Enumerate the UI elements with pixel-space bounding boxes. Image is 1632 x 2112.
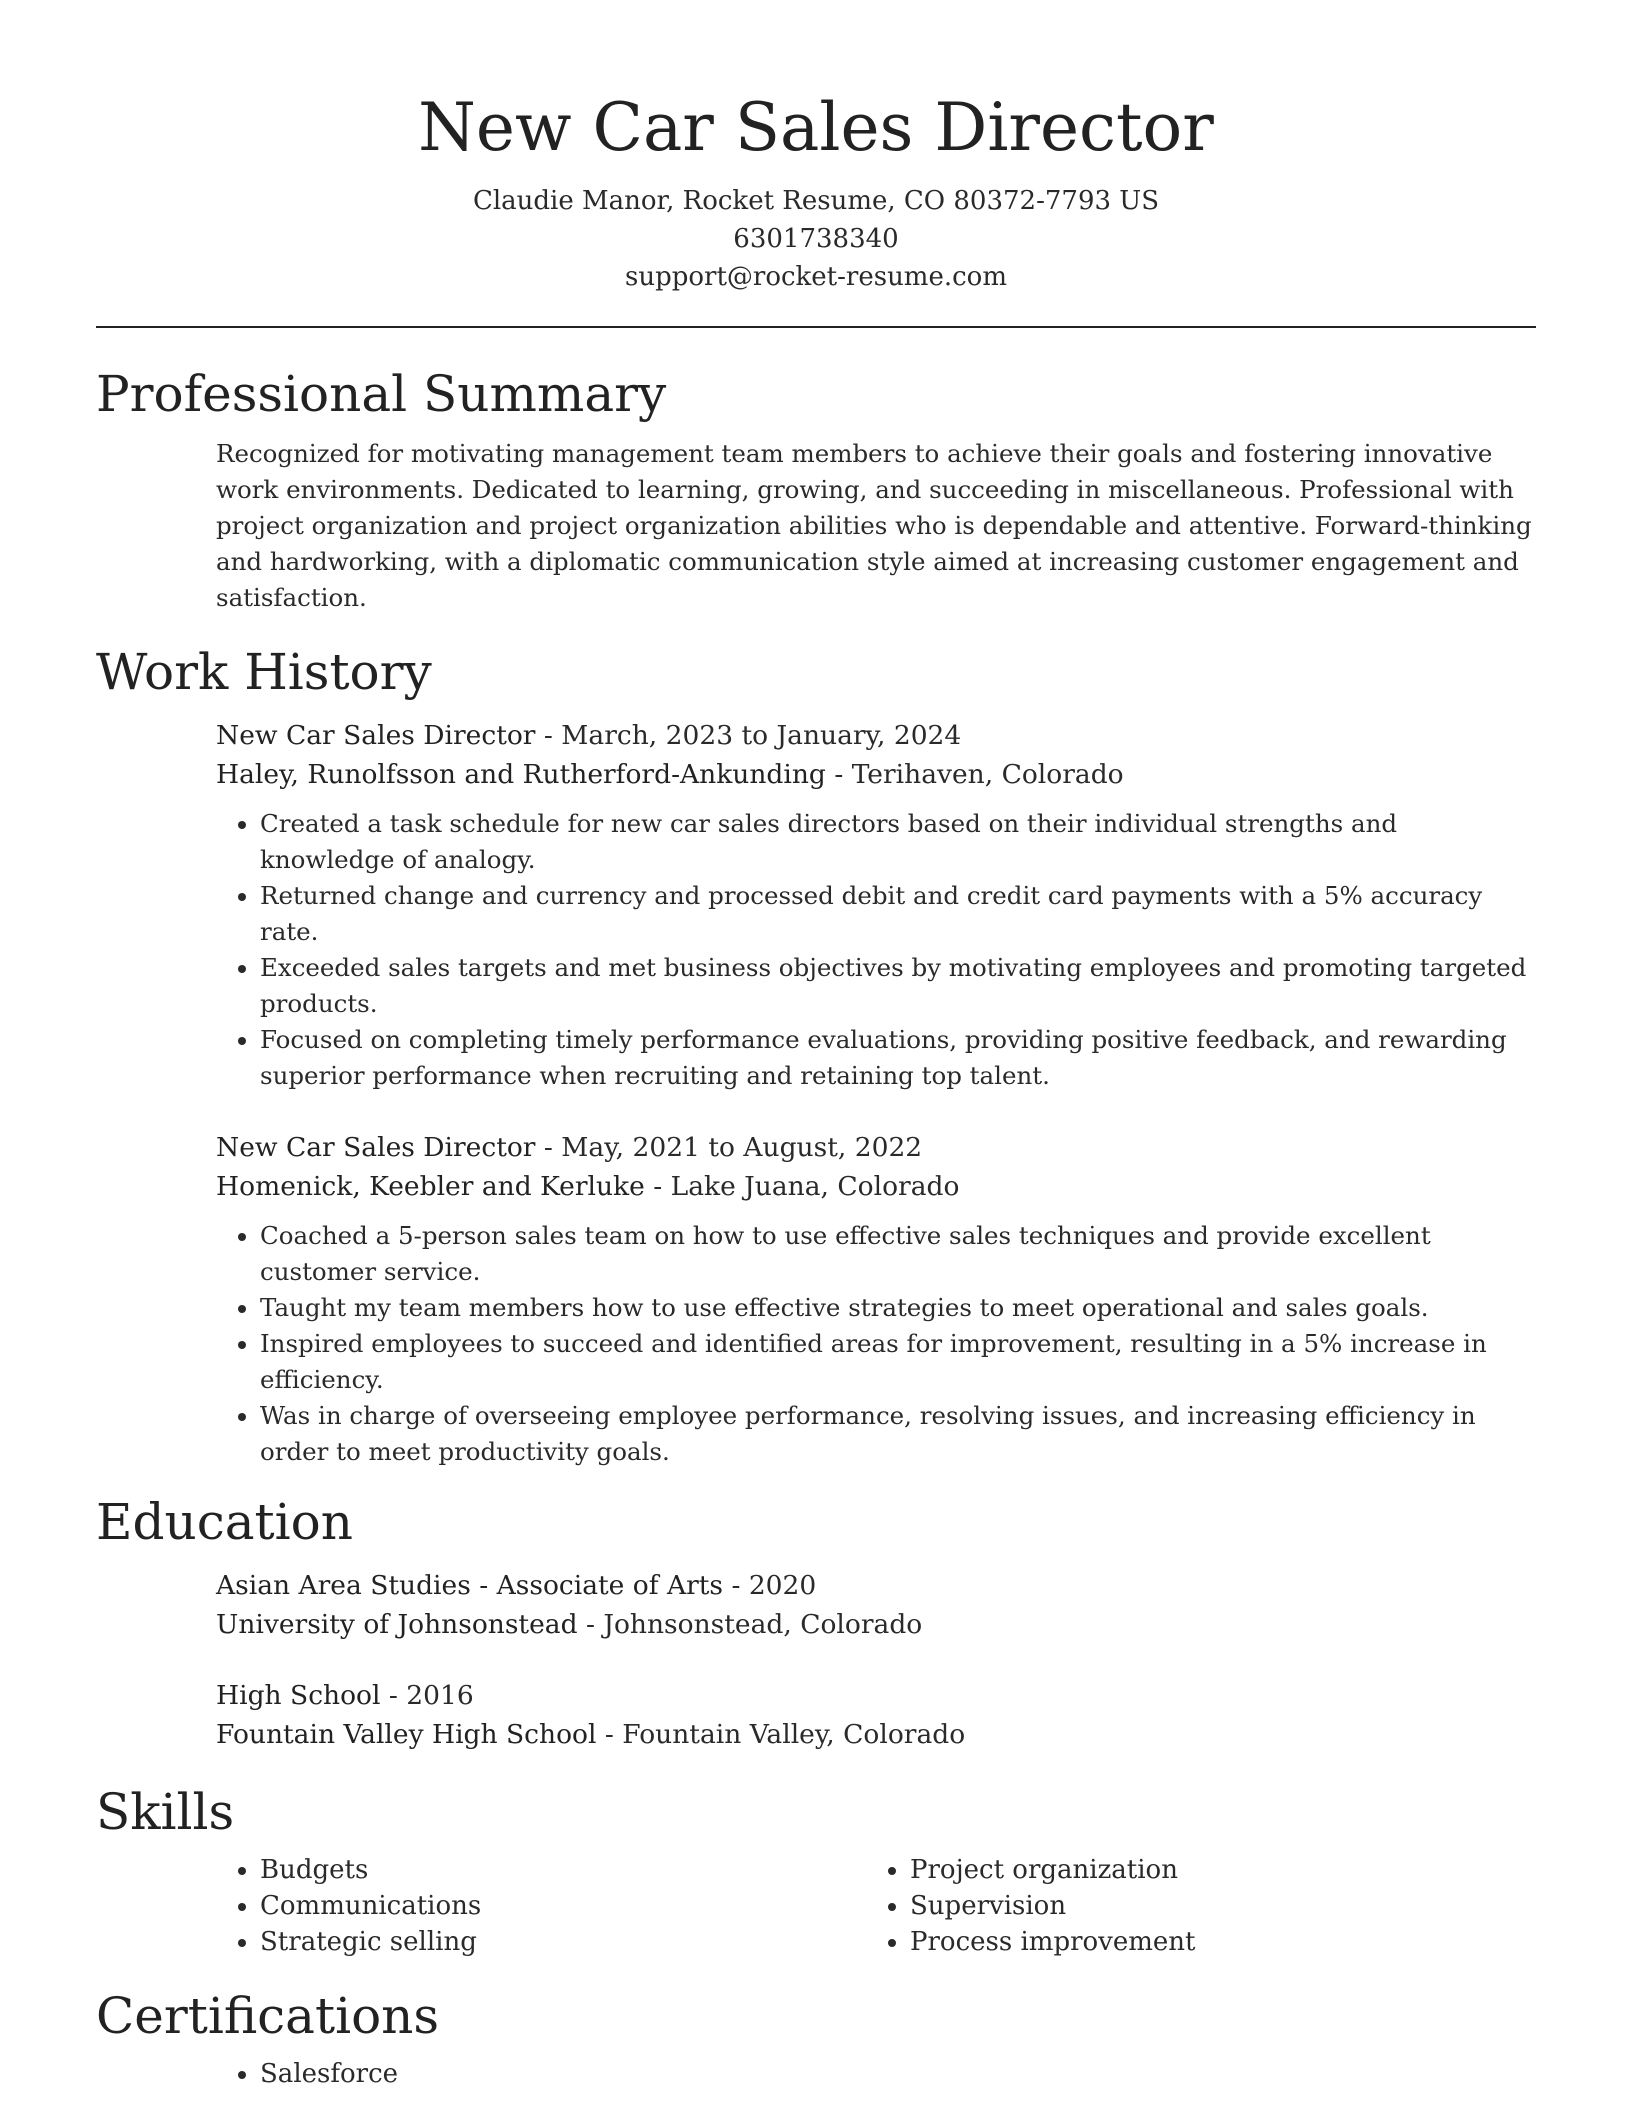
section-title-skills: Skills bbox=[96, 1783, 235, 1841]
skill-item: • Project organization bbox=[910, 1852, 1516, 1888]
education-school: Fountain Valley High School bbox=[216, 1719, 597, 1750]
job-role: New Car Sales Director bbox=[216, 1132, 536, 1163]
section-title-certifications: Certifications bbox=[96, 1987, 440, 2045]
job-bullet: • Coached a 5-person sales team on how to use effective sales techniques and provide excellent customer service. bbox=[260, 1218, 1536, 1290]
section-title-education: Education bbox=[96, 1493, 353, 1551]
skill-item: • Supervision bbox=[910, 1888, 1516, 1924]
contact-email: support@rocket-resume.com bbox=[624, 262, 1007, 292]
job-role: New Car Sales Director bbox=[216, 720, 536, 751]
skills-list bbox=[866, 1852, 1516, 1960]
section-skills bbox=[96, 1782, 1536, 1960]
skill-item: • Strategic selling bbox=[260, 1924, 866, 1960]
job-entry bbox=[216, 1128, 1536, 1470]
section-certifications bbox=[96, 1986, 1536, 2092]
education-year: - 2020 bbox=[723, 1570, 817, 1601]
skill-item: • Communications bbox=[260, 1888, 866, 1924]
contact-phone: 6301738340 bbox=[733, 224, 899, 254]
contact-block bbox=[96, 182, 1536, 296]
education-degree-line bbox=[216, 1676, 1536, 1715]
skill-item: • Process improvement bbox=[910, 1924, 1516, 1960]
job-company: Homenick, Keebler and Kerluke bbox=[216, 1171, 645, 1202]
contact-address: Claudie Manor, Rocket Resume, CO 80372-7793 US bbox=[472, 186, 1160, 216]
job-entry bbox=[216, 716, 1536, 1094]
education-school: University of Johnsonstead bbox=[216, 1609, 578, 1640]
section-title-work: Work History bbox=[96, 643, 432, 701]
section-title-summary: Professional Summary bbox=[96, 365, 667, 423]
certifications-list bbox=[216, 2056, 1536, 2092]
education-school-line bbox=[216, 1605, 1536, 1644]
job-bullet: • Created a task schedule for new car sales directors based on their individual strengths and knowledge of analogy. bbox=[260, 806, 1536, 878]
resume-header bbox=[96, 0, 1536, 296]
education-entry bbox=[216, 1566, 1536, 1644]
job-title-line bbox=[216, 1128, 1536, 1167]
summary-text: Recognized for motivating management team members to achieve their goals and fostering innovative work environments. Dedicated to learning, growing, and succeeding in miscellaneous. Professional with project organization and project organization abilities who is dependable and attentive. Forward-thinking and hardworking, with a diplomatic communication style aimed at increasing customer engagement and satisfaction. bbox=[216, 439, 1532, 612]
job-dates: - May, 2021 to August, 2022 bbox=[535, 1132, 923, 1163]
section-work-history bbox=[96, 642, 1536, 1470]
job-title-line bbox=[216, 716, 1536, 755]
education-degree-line bbox=[216, 1566, 1536, 1605]
education-degree: High School bbox=[216, 1680, 381, 1711]
job-bullet: • Returned change and currency and processed debit and credit card payments with a 5% accuracy rate. bbox=[260, 878, 1536, 950]
certification-item: • Salesforce bbox=[260, 2056, 1536, 2092]
job-location: - Terihaven, Colorado bbox=[825, 759, 1124, 790]
education-year: - 2016 bbox=[380, 1680, 474, 1711]
candidate-name: New Car Sales Director bbox=[418, 89, 1214, 166]
skills-column-right bbox=[866, 1852, 1516, 1960]
job-company-line bbox=[216, 1167, 1536, 1206]
section-professional-summary bbox=[96, 364, 1536, 616]
education-location: - Johnsonstead, Colorado bbox=[577, 1609, 923, 1640]
skills-list bbox=[216, 1852, 866, 1960]
job-bullet: • Focused on completing timely performance evaluations, providing positive feedback, and rewarding superior performance when recruiting and retaining top talent. bbox=[260, 1022, 1536, 1094]
skill-item: • Budgets bbox=[260, 1852, 866, 1888]
job-bullets bbox=[216, 806, 1536, 1094]
job-bullet: • Exceeded sales targets and met business objectives by motivating employees and promoting targeted products. bbox=[260, 950, 1536, 1022]
job-location: - Lake Juana, Colorado bbox=[644, 1171, 960, 1202]
job-bullet: • Inspired employees to succeed and identified areas for improvement, resulting in a 5% increase in efficiency. bbox=[260, 1326, 1536, 1398]
job-bullets bbox=[216, 1218, 1536, 1470]
job-bullet: • Was in charge of overseeing employee performance, resolving issues, and increasing efficiency in order to meet productivity goals. bbox=[260, 1398, 1536, 1470]
section-education bbox=[96, 1492, 1536, 1754]
skills-column-left bbox=[216, 1852, 866, 1960]
skills-grid bbox=[216, 1852, 1536, 1960]
education-location: - Fountain Valley, Colorado bbox=[596, 1719, 966, 1750]
education-degree: Asian Area Studies - Associate of Arts bbox=[216, 1570, 724, 1601]
education-entry bbox=[216, 1676, 1536, 1754]
job-bullet: • Taught my team members how to use effective strategies to meet operational and sales goals. bbox=[260, 1290, 1536, 1326]
education-school-line bbox=[216, 1715, 1536, 1754]
resume-page bbox=[96, 0, 1536, 2092]
job-company: Haley, Runolfsson and Rutherford-Ankunding bbox=[216, 759, 826, 790]
job-dates: - March, 2023 to January, 2024 bbox=[535, 720, 962, 751]
job-company-line bbox=[216, 755, 1536, 794]
header-divider bbox=[96, 326, 1536, 328]
